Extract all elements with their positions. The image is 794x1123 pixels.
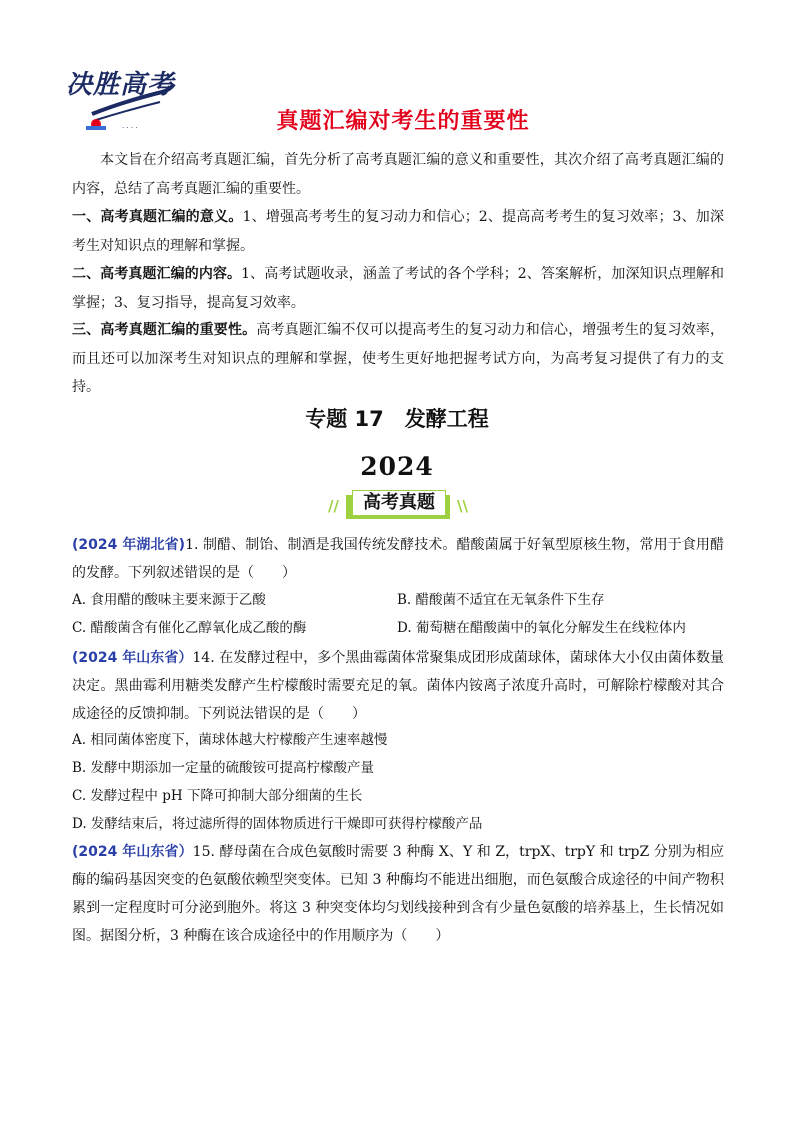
section-text: 1、增强高考考生的复习动力和信心；2、提高高考考生的复习效率；3、加深考生对知识点的理解和掌握。 [72, 209, 724, 254]
section-text: 高考真题汇编不仅可以提高考生的复习动力和信心，增强考生的复习效率，而且还可以加深考生对知识点的理解和掌握，使考生更好地把握考试方向，为高考复习提供了有力的支持。 [72, 322, 724, 395]
topic-title: 专题 17 发酵工程 [305, 407, 489, 431]
question-source: (2024 年山东省） [72, 844, 193, 860]
section-heading: 二、高考真题汇编的内容。 [72, 266, 242, 282]
option-d: D. 发酵结束后，将过滤所得的固体物质进行干燥即可获得柠檬酸产品 [72, 816, 483, 832]
option-b: B. 发酵中期添加一定量的硫酸铵可提高柠檬酸产量 [72, 760, 375, 776]
intro-section-1 [72, 203, 724, 260]
question-stem: 1. 制醋、制饴、制酒是我国传统发酵技术。醋酸菌属于好氧型原核生物，常用于食用醋的发酵。下列叙述错误的是（ ） [72, 537, 724, 581]
question-source: (2024 年湖北省) [72, 537, 186, 553]
question-14 [72, 644, 724, 728]
banner-left-mark: // [328, 497, 339, 515]
banner-label: 高考真题 [352, 490, 446, 516]
question-stem: 15. 酵母菌在合成色氨酸时需要 3 种酶 X、Y 和 Z，trpX、trpY 和 trpZ 分别为相应酶的编码基因突变的色氨酸依赖型突变体。已知 3 种酶均不能进出细胞，而色氨酸合成途径的中间产物积累到一定程度时可分泌到胞外。将这 3 种突变体均匀划线接种到含有少量色氨酸的培养基上，生长情况如图。据图分析，3 种酶在该合成途径中的作用顺序为（ ） [72, 844, 724, 944]
banner-right-mark: \\ [457, 497, 468, 515]
question-source: (2024 年山东省） [72, 650, 193, 666]
svg-text:· · · ·: · · · · [122, 124, 138, 132]
question-15 [72, 838, 724, 950]
question-1 [72, 531, 724, 587]
logo-text: 决胜高考 [66, 70, 175, 100]
option-c: C. 醋酸菌含有催化乙醇氧化成乙酸的酶 [72, 620, 307, 636]
option-c: C. 发酵过程中 pH 下降可抑制大部分细菌的生长 [72, 788, 363, 804]
intro-section-2 [72, 260, 724, 317]
question-stem: 14. 在发酵过程中，多个黑曲霉菌体常聚集成团形成菌球体，菌球体大小仅由菌体数量决定。黑曲霉利用糖类发酵产生柠檬酸时需要充足的氧。菌体内铵离子浓度升高时，可解除柠檬酸对其合成途径的反馈抑制。下列说法错误的是（ ） [72, 650, 724, 722]
option-d: D. 葡萄糖在醋酸菌中的氧化分解发生在线粒体内 [397, 620, 686, 636]
section-text: 1、高考试题收录，涵盖了考试的各个学科；2、答案解析，加深知识点理解和掌握；3、复习指导，提高复习效率。 [72, 266, 725, 311]
option-a: A. 食用醋的酸味主要来源于乙酸 [72, 592, 266, 608]
year-heading: 2024 [360, 452, 434, 481]
section-heading: 一、高考真题汇编的意义。 [72, 209, 243, 225]
option-b: B. 醋酸菌不适宜在无氧条件下生存 [397, 592, 605, 608]
intro-summary: 本文旨在介绍高考真题汇编，首先分析了高考真题汇编的意义和重要性，其次介绍了高考真题汇编的内容，总结了高考真题汇编的重要性。 [72, 152, 724, 197]
option-a: A. 相同菌体密度下，菌球体越大柠檬酸产生速率越慢 [72, 732, 388, 748]
document-title: 真题汇编对考生的重要性 [276, 109, 530, 134]
section-heading: 三、高考真题汇编的重要性。 [72, 322, 257, 338]
section-banner [328, 489, 468, 521]
intro-section-3 [72, 316, 724, 402]
